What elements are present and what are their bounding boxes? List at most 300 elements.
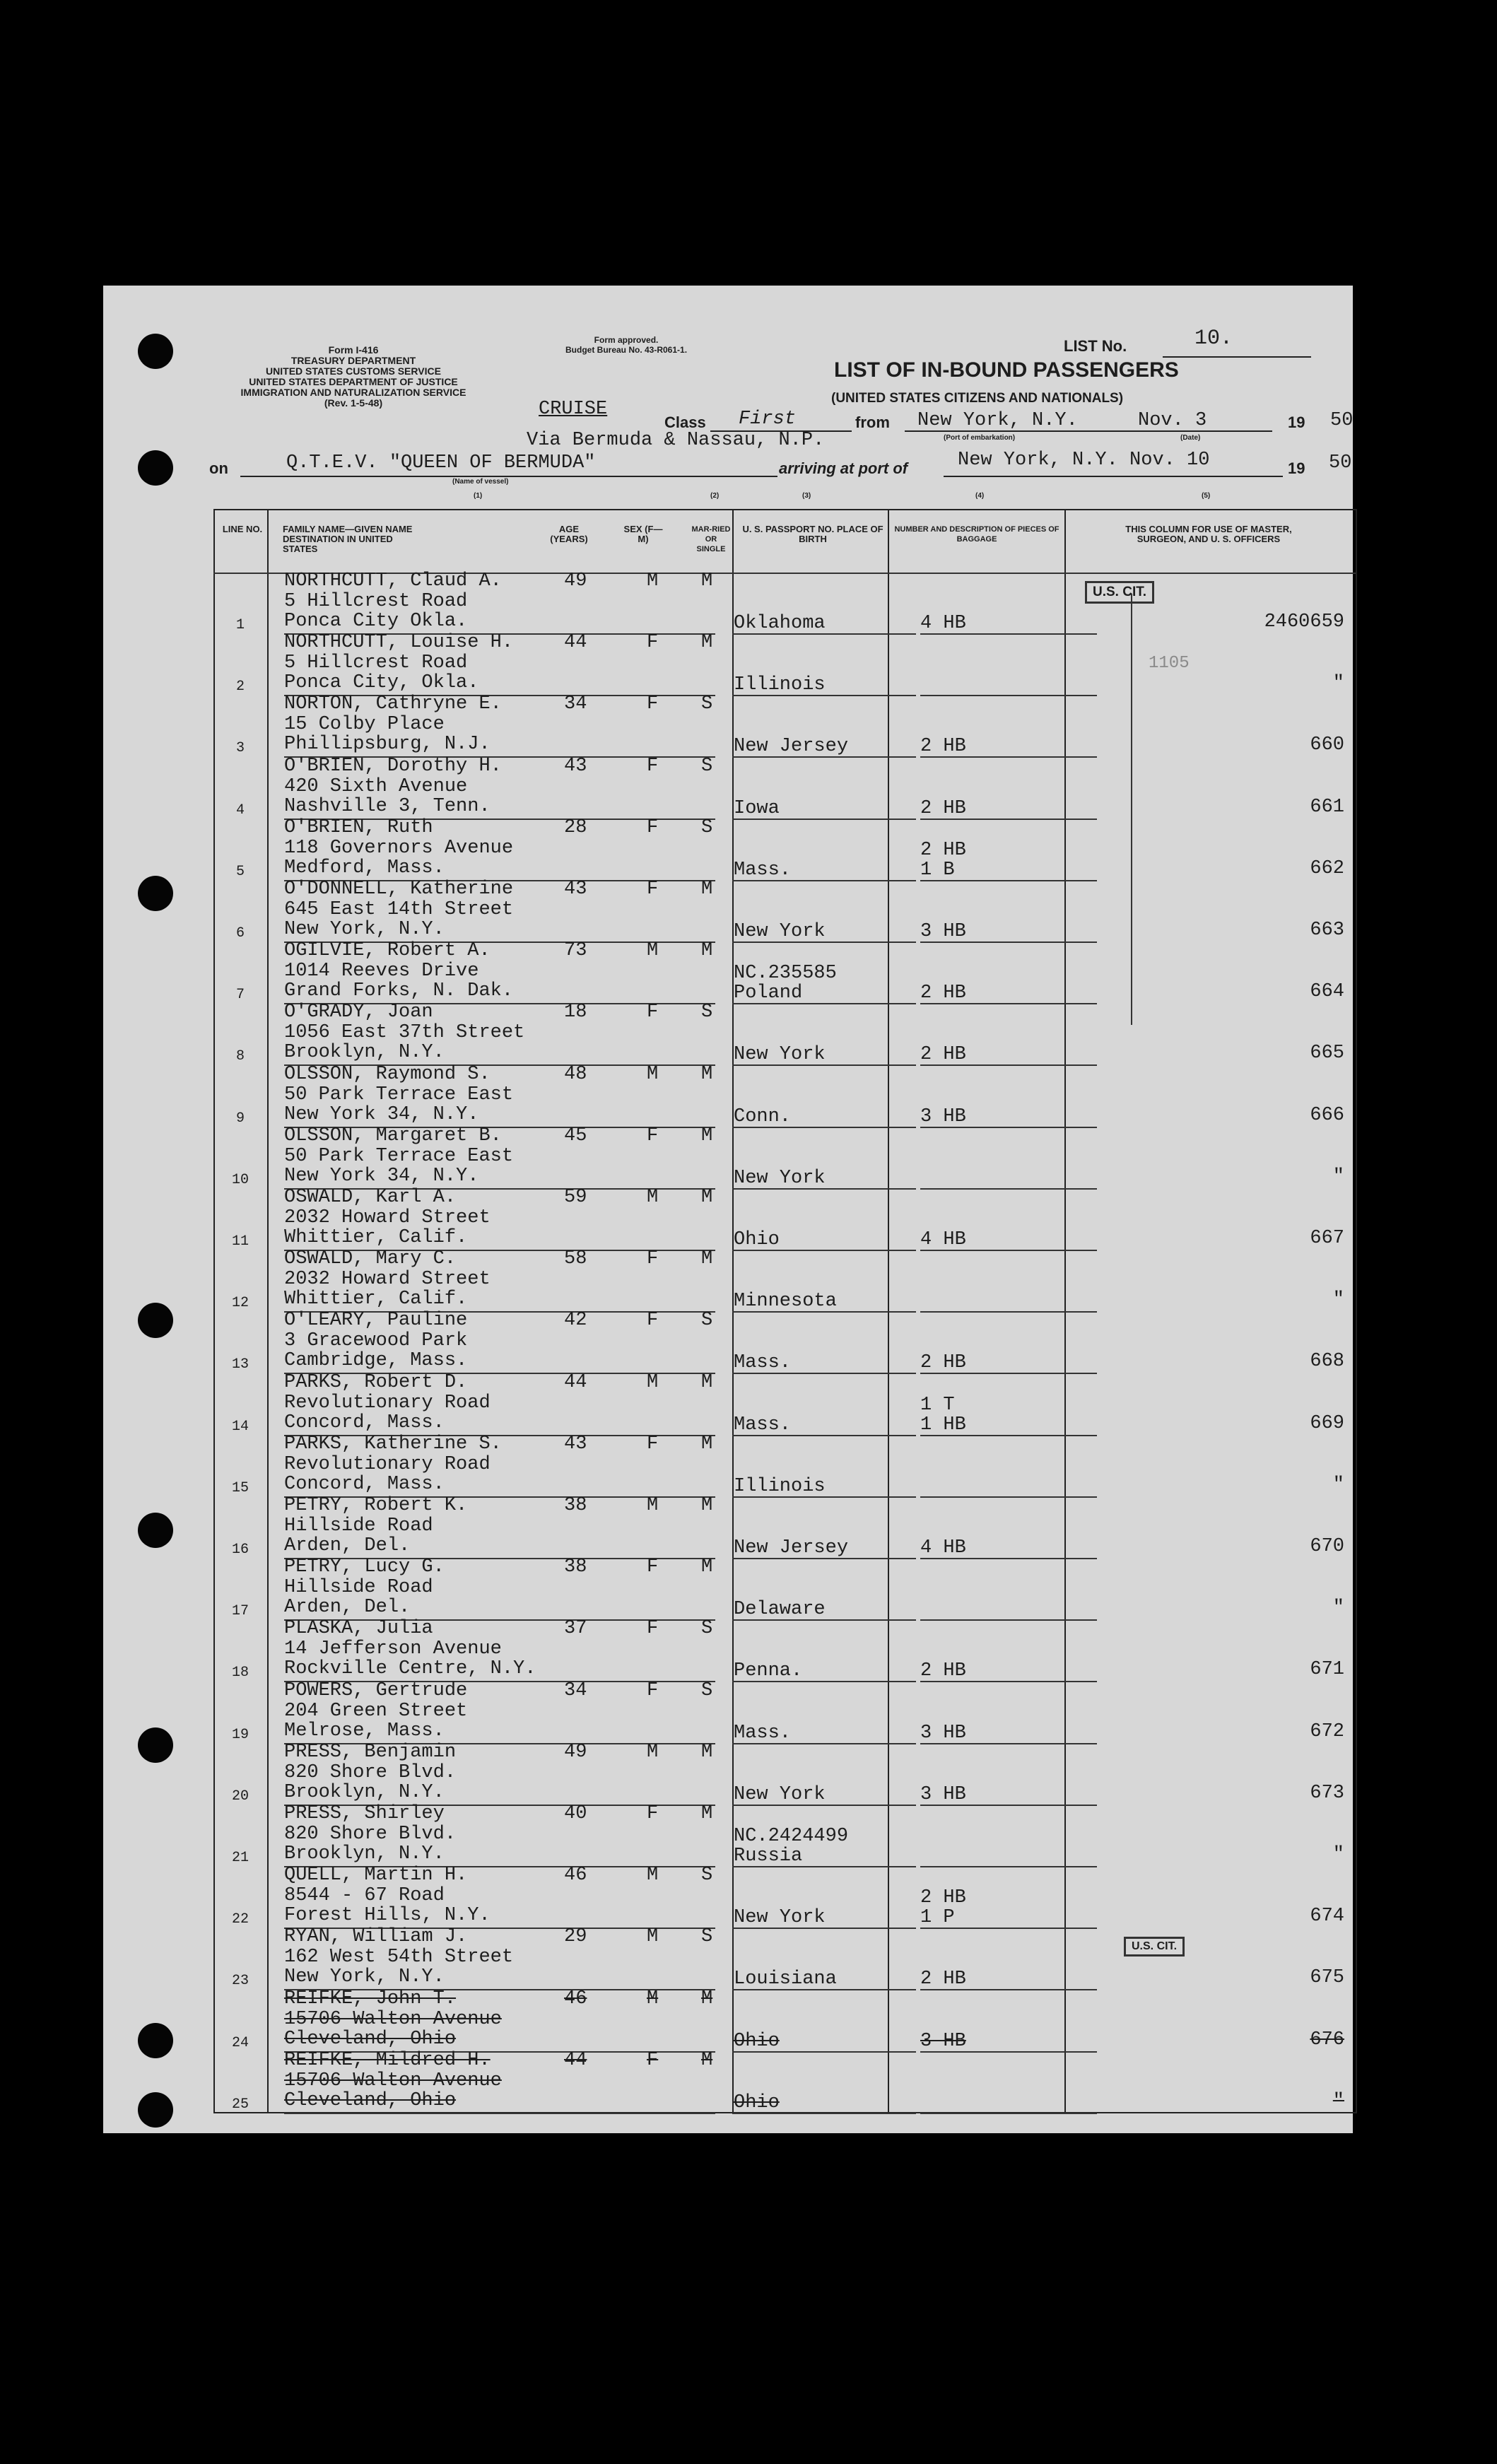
baggage-2: 4 HB	[920, 1229, 966, 1250]
table-row	[213, 1741, 1356, 1807]
table-row	[213, 1679, 1356, 1745]
line-number: 6	[235, 925, 245, 941]
form-approved: Form approved.	[594, 335, 659, 345]
passenger-name: PRESS, Benjamin	[284, 1741, 457, 1763]
binder-hole	[138, 2023, 173, 2058]
passenger-name: O'BRIEN, Dorothy H.	[284, 755, 502, 777]
col-number-1: (1)	[474, 492, 483, 500]
port-embark-caption: (Port of embarkation)	[944, 434, 1016, 442]
passenger-address: Hillside Road	[284, 1577, 433, 1599]
table-row	[213, 1865, 1356, 1930]
passenger-address: 15 Colby Place	[284, 714, 445, 736]
col-header-age: AGE (YEARS)	[550, 524, 588, 544]
certificate-number: 664	[1310, 981, 1344, 1003]
baggage-2: 3 HB	[920, 921, 966, 942]
line-number: 12	[231, 1295, 249, 1312]
cruise-label: CRUISE	[539, 399, 608, 420]
line-number: 2	[235, 679, 245, 696]
passenger-marital: S	[701, 755, 713, 777]
binder-hole	[138, 334, 173, 369]
certificate-number: 660	[1310, 734, 1344, 756]
table-row	[213, 570, 1356, 635]
passenger-age: 38	[564, 1556, 587, 1578]
form-number: Form I-416	[328, 344, 379, 356]
table-row	[213, 1618, 1356, 1683]
passenger-address: 820 Shore Blvd.	[284, 1824, 457, 1845]
passenger-sex: F	[647, 632, 659, 654]
passenger-age: 46	[564, 1865, 587, 1887]
passport-number: NC.235585	[734, 963, 837, 985]
passenger-address: 118 Governors Avenue	[284, 837, 514, 859]
from-value: New York, N.Y.	[917, 410, 1078, 431]
certificate-number: 672	[1310, 1720, 1344, 1742]
passenger-city: New York, N.Y.	[284, 1966, 445, 1988]
passenger-address: 8544 - 67 Road	[284, 1885, 445, 1907]
baggage-2: 2 HB	[920, 1352, 966, 1374]
passenger-name: POWERS, Gertrude	[284, 1679, 468, 1701]
passenger-sex: F	[647, 2049, 659, 2071]
place-of-birth: New York	[734, 1167, 826, 1189]
passport-number: NC.2424499	[734, 1826, 849, 1847]
list-no-value: 10.	[1194, 327, 1233, 351]
place-of-birth: Russia	[734, 1846, 803, 1867]
passenger-city: Grand Forks, N. Dak.	[284, 980, 514, 1002]
passenger-city: New York 34, N.Y.	[284, 1165, 479, 1187]
passenger-address: 14 Jefferson Avenue	[284, 1638, 502, 1660]
table-row	[213, 879, 1356, 944]
passenger-marital: M	[701, 1741, 713, 1763]
col-header-officers: THIS COLUMN FOR USE OF MASTER, SURGEON, AND U. S. OFFICERS	[1125, 524, 1292, 544]
budget-bureau: Budget Bureau No. 43-R061-1.	[565, 345, 688, 355]
passenger-name: O'DONNELL, Katherine	[284, 879, 514, 900]
line-number: 22	[231, 1911, 249, 1928]
passenger-sex: F	[647, 1679, 659, 1701]
passenger-age: 34	[564, 1679, 587, 1701]
table-row	[213, 1248, 1356, 1313]
passenger-sex: M	[647, 1926, 659, 1948]
passenger-sex: F	[647, 1248, 659, 1270]
passenger-age: 43	[564, 755, 587, 777]
col-header-passport: U. S. PASSPORT NO. PLACE OF BIRTH	[742, 524, 883, 544]
certificate-number: "	[1332, 1166, 1344, 1187]
on-label: on	[209, 459, 228, 477]
passenger-marital: M	[701, 940, 713, 962]
vessel-name: Q.T.E.V. "QUEEN OF BERMUDA"	[286, 452, 596, 474]
place-of-birth: Ohio	[734, 2030, 780, 2052]
passenger-marital: M	[701, 1063, 713, 1085]
page-subtitle: (UNITED STATES CITIZENS AND NATIONALS)	[831, 391, 1124, 406]
place-of-birth: New Jersey	[734, 736, 849, 758]
place-of-birth: Illinois	[734, 674, 826, 696]
certificate-number: 662	[1310, 857, 1344, 879]
certificate-number: 663	[1310, 920, 1344, 941]
line-number: 4	[235, 802, 245, 819]
certificate-number: 661	[1310, 796, 1344, 818]
class-value: First	[739, 409, 797, 430]
binder-hole	[138, 1727, 173, 1763]
passenger-city: Nashville 3, Tenn.	[284, 795, 491, 817]
form-agency-block	[216, 345, 491, 409]
passenger-sex: F	[647, 1803, 659, 1824]
passenger-age: 58	[564, 1248, 587, 1270]
passenger-address: 2032 Howard Street	[284, 1207, 491, 1228]
place-of-birth: New York	[734, 1044, 826, 1066]
passenger-age: 43	[564, 1433, 587, 1455]
passenger-marital: M	[701, 879, 713, 900]
passenger-name: NORTHCUTT, Claud A.	[284, 570, 502, 592]
passenger-city: Concord, Mass.	[284, 1412, 445, 1433]
baggage-2: 1 B	[920, 859, 955, 881]
line-number: 9	[235, 1110, 245, 1127]
passenger-city: Cleveland, Ohio	[284, 2089, 457, 2111]
place-of-birth: New York	[734, 1907, 826, 1929]
line-number: 13	[231, 1356, 249, 1373]
passenger-address: 50 Park Terrace East	[284, 1145, 514, 1167]
passenger-marital: S	[701, 693, 713, 715]
passenger-sex: F	[647, 1310, 659, 1332]
col-header-line: LINE NO.	[222, 524, 263, 534]
line-number: 3	[235, 740, 245, 757]
table-row	[213, 940, 1356, 1005]
passenger-address: 645 East 14th Street	[284, 899, 514, 920]
passenger-name: NORTHCUTT, Louise H.	[284, 632, 514, 654]
passenger-sex: M	[647, 570, 659, 592]
place-of-birth: Illinois	[734, 1475, 826, 1497]
col-header-sex: SEX (F—M)	[623, 524, 663, 544]
passenger-city: Cambridge, Mass.	[284, 1350, 468, 1372]
col-header-married: MAR-RIED OR SINGLE	[691, 525, 731, 553]
place-of-birth: Mass.	[734, 1414, 792, 1436]
certificate-number: 2460659	[1264, 611, 1344, 633]
passenger-marital: S	[701, 1310, 713, 1332]
place-of-birth: New Jersey	[734, 1537, 849, 1559]
baggage-2: 2 HB	[920, 1044, 966, 1066]
certificate-number: "	[1332, 2090, 1344, 2112]
certificate-number: 666	[1310, 1104, 1344, 1126]
col-number-4: (4)	[975, 492, 985, 500]
passenger-marital: M	[701, 1988, 713, 2010]
passenger-address: 5 Hillcrest Road	[284, 591, 468, 612]
place-of-birth: Penna.	[734, 1660, 803, 1682]
passenger-name: NORTON, Cathryne E.	[284, 693, 502, 715]
passenger-age: 44	[564, 1371, 587, 1393]
place-of-birth: Poland	[734, 982, 803, 1004]
table-row	[213, 1495, 1356, 1560]
passenger-age: 18	[564, 1002, 587, 1023]
from-label: from	[855, 413, 890, 431]
passenger-age: 37	[564, 1618, 587, 1640]
passenger-name: O'GRADY, Joan	[284, 1002, 433, 1023]
passenger-address: 3 Gracewood Park	[284, 1330, 468, 1352]
passenger-marital: M	[701, 1125, 713, 1146]
passenger-marital: M	[701, 1556, 713, 1578]
passenger-city: Forest Hills, N.Y.	[284, 1905, 491, 1927]
passenger-address: 820 Shore Blvd.	[284, 1761, 457, 1783]
passenger-name: PETRY, Robert K.	[284, 1495, 468, 1516]
arr-year-prefix: 19	[1288, 459, 1305, 477]
passenger-address: Revolutionary Road	[284, 1453, 491, 1475]
passenger-age: 43	[564, 879, 587, 900]
arrival-year: 50	[1329, 452, 1352, 474]
passenger-age: 59	[564, 1187, 587, 1208]
baggage-2: 2 HB	[920, 1969, 966, 1990]
year-prefix: 19	[1288, 413, 1305, 431]
line-number: 14	[231, 1418, 249, 1435]
passenger-address: 420 Sixth Avenue	[284, 775, 468, 797]
passenger-city: Arden, Del.	[284, 1597, 411, 1619]
certificate-number: "	[1332, 673, 1344, 695]
passenger-city: Arden, Del.	[284, 1535, 411, 1556]
us-citizen-stamp: U.S. CIT.	[1085, 581, 1154, 604]
baggage-2: 1 P	[920, 1907, 955, 1929]
certificate-number: 675	[1310, 1967, 1344, 1989]
passenger-address: 2032 Howard Street	[284, 1269, 491, 1291]
passenger-name: PARKS, Katherine S.	[284, 1433, 502, 1455]
passenger-name: PARKS, Robert D.	[284, 1371, 468, 1393]
passenger-city: Brooklyn, N.Y.	[284, 1042, 445, 1064]
col-number-5: (5)	[1202, 492, 1211, 500]
passenger-name: OLSSON, Raymond S.	[284, 1063, 491, 1085]
passenger-sex: M	[647, 1063, 659, 1085]
passenger-age: 29	[564, 1926, 587, 1948]
col-header-baggage: NUMBER AND DESCRIPTION OF PIECES OF BAGGAGE	[894, 525, 1059, 544]
table-row	[213, 1063, 1356, 1129]
certificate-number: "	[1332, 1289, 1344, 1311]
certificate-number: "	[1332, 1597, 1344, 1619]
baggage-2: 4 HB	[920, 613, 966, 634]
binder-hole	[138, 1303, 173, 1338]
place-of-birth: Minnesota	[734, 1291, 837, 1313]
passenger-sex: M	[647, 1865, 659, 1887]
passenger-marital: S	[701, 1679, 713, 1701]
passenger-city: Melrose, Mass.	[284, 1720, 445, 1742]
binder-hole	[138, 450, 173, 486]
passenger-marital: M	[701, 1371, 713, 1393]
list-no-label: LIST No.	[1064, 337, 1127, 355]
certificate-number: 671	[1310, 1659, 1344, 1681]
passenger-name: REIFKE, John T.	[284, 1988, 457, 2010]
place-of-birth: Mass.	[734, 859, 792, 881]
certificate-number: 673	[1310, 1782, 1344, 1804]
passenger-sex: M	[647, 1988, 659, 2010]
line-number: 23	[231, 1973, 249, 1990]
passenger-marital: M	[701, 632, 713, 654]
col-header-name: FAMILY NAME—GIVEN NAME DESTINATION IN UNITED STATES	[283, 524, 413, 554]
line-number: 24	[231, 2034, 249, 2051]
baggage-1: 2 HB	[920, 839, 966, 861]
table-row	[213, 1803, 1356, 1868]
passenger-city: Ponca City, Okla.	[284, 672, 479, 694]
passenger-age: 28	[564, 816, 587, 838]
passenger-marital: M	[701, 1495, 713, 1516]
place-of-birth: Ohio	[734, 1229, 780, 1250]
passenger-address: Hillside Road	[284, 1515, 433, 1537]
passenger-age: 45	[564, 1125, 587, 1146]
binder-hole	[138, 2092, 173, 2128]
passenger-address: 15706 Walton Avenue	[284, 2008, 502, 2030]
line-number: 8	[235, 1048, 245, 1065]
passenger-age: 48	[564, 1063, 587, 1085]
treasury-label: TREASURY DEPARTMENT	[290, 355, 416, 366]
certificate-number: "	[1332, 1844, 1344, 1865]
passenger-address: 204 Green Street	[284, 1700, 468, 1722]
passenger-sex: F	[647, 1433, 659, 1455]
passenger-address: 5 Hillcrest Road	[284, 652, 468, 674]
place-of-birth: New York	[734, 1783, 826, 1805]
passenger-address: 1014 Reeves Drive	[284, 961, 479, 982]
passenger-name: RYAN, William J.	[284, 1926, 468, 1948]
revision-label: (Rev. 1-5-48)	[324, 397, 383, 409]
line-number: 5	[235, 863, 245, 880]
passenger-sex: F	[647, 755, 659, 777]
passenger-marital: M	[701, 1187, 713, 1208]
line-number: 10	[231, 1171, 249, 1188]
passenger-city: Cleveland, Ohio	[284, 2028, 457, 2050]
passenger-address: 1056 East 37th Street	[284, 1022, 525, 1044]
table-row	[213, 816, 1356, 882]
place-of-birth: Louisiana	[734, 1969, 837, 1990]
passenger-name: PLASKA, Julia	[284, 1618, 433, 1640]
passenger-age: 46	[564, 1988, 587, 2010]
baggage-1: 2 HB	[920, 1887, 966, 1909]
certificate-number: 665	[1310, 1043, 1344, 1064]
passenger-city: Brooklyn, N.Y.	[284, 1843, 445, 1865]
table-row	[213, 1556, 1356, 1621]
passenger-name: OGILVIE, Robert A.	[284, 940, 491, 962]
passenger-sex: F	[647, 1618, 659, 1640]
line-number: 7	[235, 987, 245, 1004]
departure-year: 50	[1330, 410, 1354, 431]
baggage-2: 3 HB	[920, 1722, 966, 1744]
passenger-name: PRESS, Shirley	[284, 1803, 445, 1824]
place-of-birth: Conn.	[734, 1105, 792, 1127]
passenger-name: O'BRIEN, Ruth	[284, 816, 433, 838]
place-of-birth: New York	[734, 921, 826, 942]
table-row	[213, 2049, 1356, 2115]
table-row	[213, 755, 1356, 821]
passenger-marital: S	[701, 816, 713, 838]
passenger-age: 42	[564, 1310, 587, 1332]
baggage-1: 1 T	[920, 1394, 955, 1416]
passenger-name: OLSSON, Margaret B.	[284, 1125, 502, 1146]
baggage-2: 4 HB	[920, 1537, 966, 1559]
baggage-2: 2 HB	[920, 797, 966, 819]
passenger-address: 15706 Walton Avenue	[284, 2070, 502, 2092]
passenger-marital: S	[701, 1002, 713, 1023]
line-number: 1	[235, 617, 245, 633]
class-label: Class	[664, 413, 706, 431]
passenger-city: Whittier, Calif.	[284, 1227, 468, 1248]
passenger-sex: F	[647, 1556, 659, 1578]
passenger-sex: F	[647, 1125, 659, 1146]
passenger-sex: F	[647, 1002, 659, 1023]
baggage-2: 3 HB	[920, 1783, 966, 1805]
passenger-name: REIFKE, Mildred H.	[284, 2049, 491, 2071]
passenger-marital: M	[701, 1433, 713, 1455]
passenger-city: Ponca City Okla.	[284, 611, 468, 632]
line-number: 16	[231, 1542, 249, 1558]
col-number-3: (3)	[802, 492, 811, 500]
passenger-name: OSWALD, Mary C.	[284, 1248, 457, 1270]
passenger-city: Whittier, Calif.	[284, 1289, 468, 1310]
baggage-2: 3 HB	[920, 1105, 966, 1127]
via-route: Via Bermuda & Nassau, N.P.	[527, 430, 825, 451]
passenger-marital: M	[701, 570, 713, 592]
passenger-age: 38	[564, 1495, 587, 1516]
passenger-sex: M	[647, 940, 659, 962]
table-row	[213, 1310, 1356, 1375]
table-row	[213, 1988, 1356, 2053]
passenger-city: New York 34, N.Y.	[284, 1103, 479, 1125]
passenger-name: QUELL, Martin H.	[284, 1865, 468, 1887]
date-caption: (Date)	[1180, 434, 1201, 442]
passenger-name: OSWALD, Karl A.	[284, 1187, 457, 1208]
passenger-sex: M	[647, 1187, 659, 1208]
table-row	[213, 1125, 1356, 1190]
table-row	[213, 1002, 1356, 1067]
passenger-name: O'LEARY, Pauline	[284, 1310, 468, 1332]
passenger-sex: M	[647, 1495, 659, 1516]
passenger-city: New York, N.Y.	[284, 919, 445, 940]
passenger-sex: F	[647, 879, 659, 900]
vessel-caption: (Name of vessel)	[452, 478, 509, 486]
line-number: 15	[231, 1479, 249, 1496]
passenger-age: 34	[564, 693, 587, 715]
baggage-2: 2 HB	[920, 1660, 966, 1682]
customs-label: UNITED STATES CUSTOMS SERVICE	[266, 365, 441, 377]
arriving-label: arriving at port of	[779, 459, 908, 477]
justice-label: UNITED STATES DEPARTMENT OF JUSTICE	[249, 376, 458, 387]
departure-date: Nov. 3	[1138, 410, 1207, 431]
passenger-sex: F	[647, 816, 659, 838]
place-of-birth: Mass.	[734, 1722, 792, 1744]
baggage-2: 2 HB	[920, 982, 966, 1004]
line-number: 20	[231, 1788, 249, 1805]
line-number: 11	[231, 1233, 249, 1250]
passenger-marital: S	[701, 1865, 713, 1887]
passenger-marital: M	[701, 1803, 713, 1824]
place-of-birth: Delaware	[734, 1599, 826, 1621]
line-number: 25	[231, 2096, 249, 2113]
passenger-sex: F	[647, 693, 659, 715]
line-number: 19	[231, 1726, 249, 1743]
place-of-birth: Mass.	[734, 1352, 792, 1374]
place-of-birth: Ohio	[734, 2092, 780, 2113]
budget-block	[565, 335, 687, 355]
passenger-age: 73	[564, 940, 587, 962]
line-number: 17	[231, 1603, 249, 1620]
passenger-city: Rockville Centre, N.Y.	[284, 1658, 536, 1680]
passenger-marital: S	[701, 1618, 713, 1640]
passenger-name: PETRY, Lucy G.	[284, 1556, 445, 1578]
certificate-number: 676	[1310, 2029, 1344, 2051]
passenger-age: 49	[564, 570, 587, 592]
table-row	[213, 1187, 1356, 1252]
certificate-number: 667	[1310, 1228, 1344, 1249]
page-title: LIST OF IN-BOUND PASSENGERS	[834, 358, 1179, 382]
passenger-sex: M	[647, 1371, 659, 1393]
baggage-2: 1 HB	[920, 1414, 966, 1436]
col-number-2: (2)	[710, 492, 720, 500]
passenger-age: 49	[564, 1741, 587, 1763]
baggage-2: 2 HB	[920, 736, 966, 758]
place-of-birth: Oklahoma	[734, 613, 826, 634]
passenger-sex: M	[647, 1741, 659, 1763]
table-row	[213, 1433, 1356, 1498]
faint-mark: 1105	[1149, 654, 1190, 673]
certificate-number: 670	[1310, 1536, 1344, 1557]
passenger-address: 50 Park Terrace East	[284, 1084, 514, 1105]
